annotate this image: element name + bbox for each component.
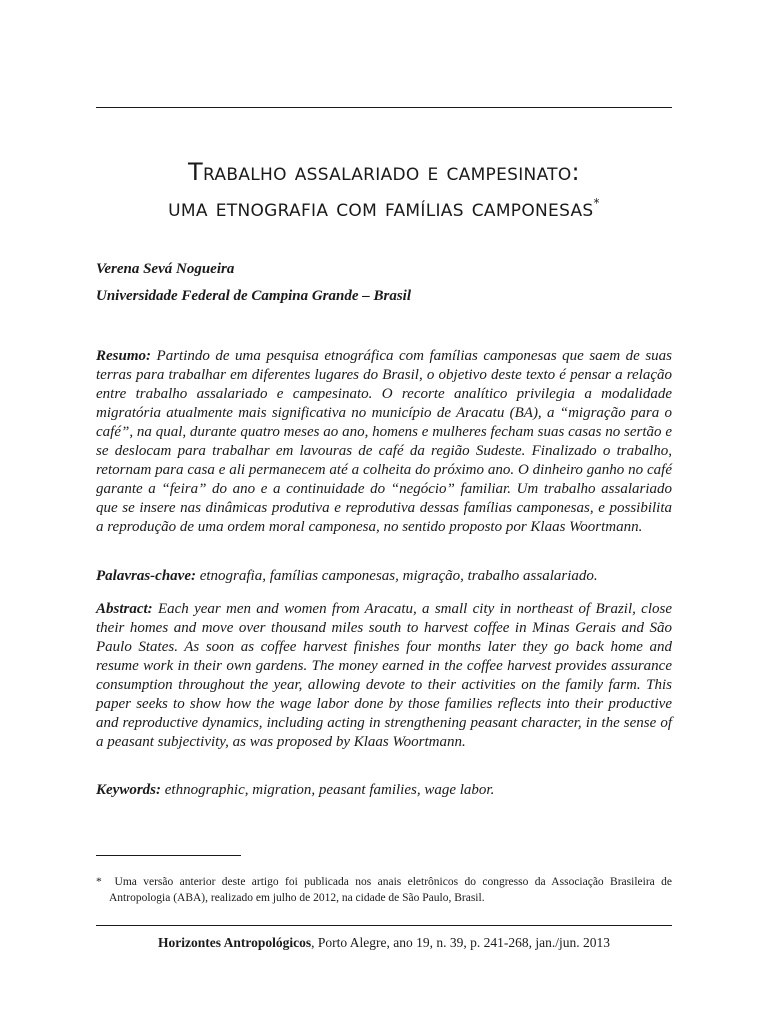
resumo-label: Resumo:: [96, 348, 152, 364]
author-name: Verena Sevá Nogueira: [96, 261, 235, 277]
keywords-paragraph: [96, 781, 672, 800]
keywords-label: Keywords:: [96, 782, 161, 798]
header-rule: [96, 107, 672, 108]
title-footnote-marker[interactable]: *: [593, 196, 600, 211]
palavras-chave-paragraph: [96, 567, 672, 586]
article-title: [96, 154, 672, 226]
abstract-text: Each year men and women from Aracatu, a small city in northeast of Brazil, close their homes and move over thousand miles south to harvest coffee in Minas Gerais and São Paulo States. As soon as coffee harvest finishes four months later they go back home and resume work in their own gardens. The money earned in the coffee harvest provides assurance consumption throughout the year, allowing devote to their activities on the family farm. This paper seeks to show how the wage labor done by those families reflects into their productive and reproductive dynamics, including acting in strengthening peasant character, in the sense of a peasant subjectivity, as was proposed by Klaas Woortmann.: [96, 601, 672, 750]
journal-citation: [96, 934, 672, 952]
footnote: [96, 874, 672, 906]
palavras-chave-label: Palavras-chave:: [96, 568, 196, 584]
abstract-label: Abstract:: [96, 601, 153, 617]
author-block: [96, 256, 672, 310]
abstract-paragraph: [96, 600, 672, 752]
footer-rule: [96, 925, 672, 926]
footnote-text: Uma versão anterior deste artigo foi publicada nos anais eletrônicos do congresso da Associação Brasileira de Antropologia (ABA), realizado em julho de 2012, na cidade de São Paulo, Brasil.: [109, 875, 672, 904]
author-affiliation: Universidade Federal de Campina Grande – Brasil: [96, 288, 412, 304]
title-line-1: Trabalho assalariado e campesinato:: [188, 158, 580, 187]
journal-details: , Porto Alegre, ano 19, n. 39, p. 241-268, jan./jun. 2013: [311, 935, 610, 950]
footnote-rule: [96, 855, 241, 856]
resumo-paragraph: [96, 347, 672, 537]
keywords-text: ethnographic, migration, peasant families, wage labor.: [164, 782, 495, 798]
resumo-text: Partindo de uma pesquisa etnográfica com famílias camponesas que saem de suas terras para trabalhar em diferentes lugares do Brasil, o objetivo deste texto é pensar a relação entre trabalho assalariado e campesinato. O recorte analítico privilegia a modalidade migratória atualmente mais significativa no município de Aracatu (BA), a “migração para o café”, na qual, durante quatro meses ao ano, homens e mulheres fecham suas casas no sertão e se deslocam para trabalhar em lavouras de café da região Sudeste. Finalizado o trabalho, retornam para casa e ali permanecem até a colheita do próximo ano. O dinheiro ganho no café garante a “feira” do ano e a continuidade do “negócio” familiar. Um trabalho assalariado que se insere nas dinâmicas produtiva e reprodutiva dessas famílias camponesas, e possibilita a reprodução de uma ordem moral camponesa, no sentido proposto por Klaas Woortmann.: [96, 348, 673, 535]
palavras-chave-text: etnografia, famílias camponesas, migração, trabalho assalariado.: [199, 568, 598, 584]
title-line-2: uma etnografia com famílias camponesas: [168, 194, 594, 223]
footnote-marker: *: [96, 875, 102, 888]
journal-name: Horizontes Antropológicos: [158, 935, 312, 950]
